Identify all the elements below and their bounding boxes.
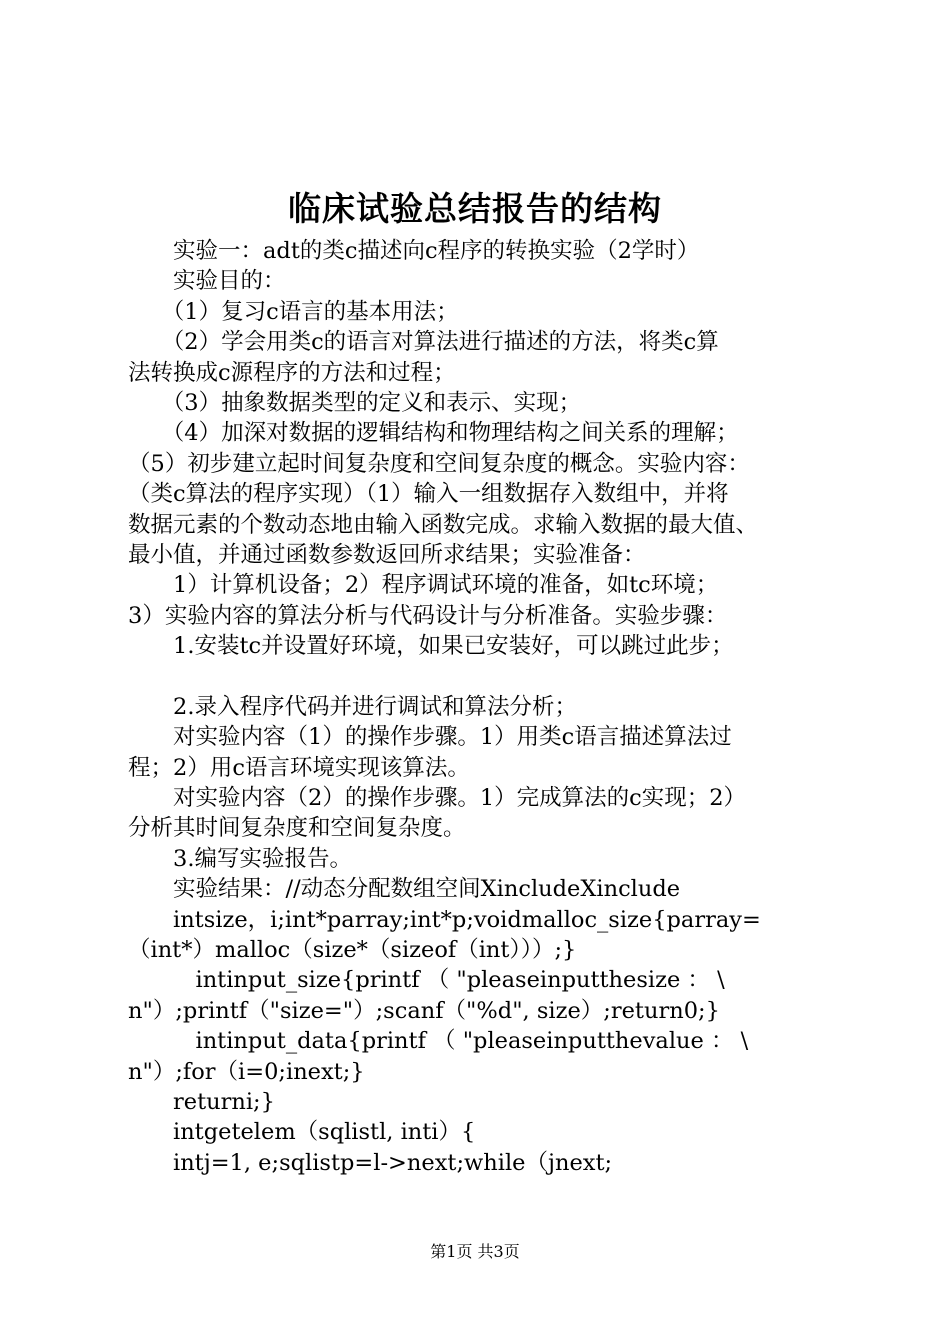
text-line: 最小值，并通过函数参数返回所求结果；实验准备： [128, 541, 646, 568]
text-line: 法转换成c源程序的方法和过程； [128, 359, 456, 386]
code-line: intinput_size{printf （ "pleaseinputthesize ： \ [128, 967, 725, 994]
text-line: 1.安装tc并设置好环境，如果已安装好，可以跳过此步； [128, 633, 734, 660]
code-line: intinput_data{printf （ "pleaseinputthevalue ： \ [128, 1028, 749, 1055]
code-line: returni;} [128, 1088, 275, 1115]
text-line: 数据元素的个数动态地由输入函数完成。求输入数据的最大值、 [128, 511, 759, 538]
document-body [128, 236, 834, 1178]
page-number-footer: 第1页 共3页 [430, 1242, 520, 1261]
text-line: 2.录入程序代码并进行调试和算法分析； [128, 693, 577, 720]
text-line: （类c算法的程序实现）（1）输入一组数据存入数组中，并将 [128, 481, 729, 508]
text-line: 分析其时间复杂度和空间复杂度。 [128, 815, 466, 842]
text-line: （5）初步建立起时间复杂度和空间复杂度的概念。实验内容： [128, 450, 750, 477]
code-line: intgetelem（sqlistl, inti）{ [128, 1119, 476, 1146]
code-line: intsize，i;int*parray;int*p;voidmalloc_size{parray= [128, 906, 761, 933]
text-line: （3）抽象数据类型的定义和表示、实现； [128, 389, 582, 416]
text-line: 程；2）用c语言环境实现该算法。 [128, 754, 470, 781]
code-line: （int*）malloc（size*（sizeof（int）））;} [128, 936, 577, 963]
text-line: 1）计算机设备；2）程序调试环境的准备，如tc环境； [128, 572, 719, 599]
code-line: n"）;printf（"size="）;scanf（"%d", size）;return0;} [128, 997, 720, 1024]
code-line: n"）;for（i=0;inext;} [128, 1058, 365, 1085]
blank-line [128, 661, 834, 691]
text-line: 3）实验内容的算法分析与代码设计与分析准备。实验步骤： [128, 602, 728, 629]
text-line: 对实验内容（2）的操作步骤。1）完成算法的c实现；2） [128, 785, 747, 812]
text-line: 对实验内容（1）的操作步骤。1）用类c语言描述算法过 [128, 724, 732, 751]
text-line: （1）复习c语言的基本用法； [128, 298, 459, 325]
code-line: 实验结果：//动态分配数组空间XincludeXinclude [128, 876, 681, 903]
text-line: 3.编写实验报告。 [128, 845, 352, 872]
text-line: （4）加深对数据的逻辑结构和物理结构之间关系的理解； [128, 420, 739, 447]
page-title: 临床试验总结报告的结构 [288, 189, 662, 228]
text-line: 实验一：adt的类c描述向c程序的转换实验（2学时） [128, 238, 700, 264]
text-line: （2）学会用类c的语言对算法进行描述的方法，将类c算 [128, 329, 719, 356]
text-line: 实验目的： [128, 268, 286, 295]
code-line: intj=1, e;sqlistp=l->next;while（jnext; [128, 1149, 613, 1176]
